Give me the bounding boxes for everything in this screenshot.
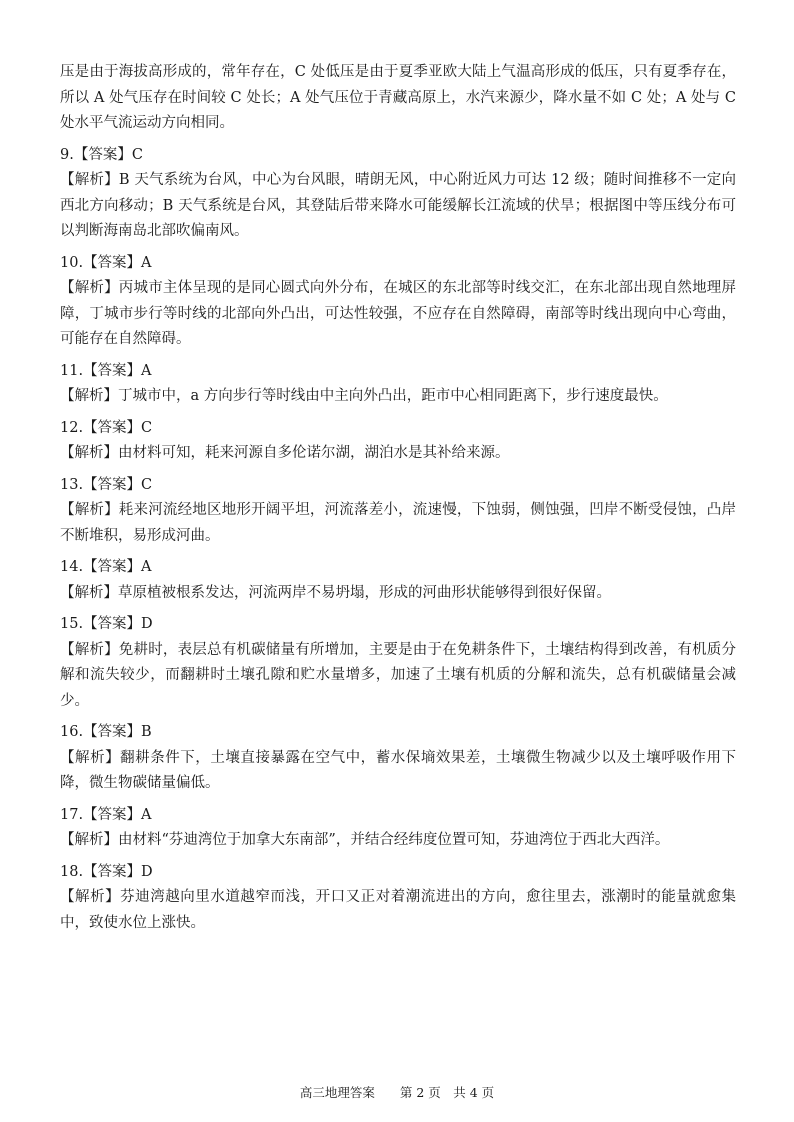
analysis-paragraph: 【解析】免耕时，表层总有机碳储量有所增加，主要是由于在免耕条件下，土壤结构得到改善，有机质分解和流失较少，而翻耕时土壤孔隙和贮水量增多，加速了土壤有机质的分解和流失，总有机碳储量会减少。	[60, 641, 736, 709]
answer-line: 14.【答案】A	[60, 559, 152, 575]
answer-item	[60, 473, 736, 550]
answer-item	[60, 359, 736, 410]
answer-item	[60, 860, 736, 937]
answer-line: 18.【答案】D	[60, 863, 153, 880]
answer-line: 16.【答案】B	[60, 724, 152, 740]
analysis-paragraph: 【解析】芬迪湾越向里水道越窄而浅，开口又正对着潮流进出的方向，愈往里去，涨潮时的能量就愈集中，致使水位上涨快。	[60, 889, 736, 931]
analysis-paragraph: 【解析】翻耕条件下，土壤直接暴露在空气中，蓄水保墒效果差，土壤微生物减少以及土壤呼吸作用下降，微生物碳储量偏低。	[60, 749, 736, 791]
answer-line: 10.【答案】A	[60, 254, 152, 271]
answer-line: 17.【答案】A	[60, 806, 152, 823]
analysis-paragraph: 【解析】耗来河流经地区地形开阔平坦，河流落差小，流速慢，下蚀弱，侧蚀强，凹岸不断受侵蚀，凸岸不断堆积，易形成河曲。	[60, 502, 736, 544]
answer-item	[60, 416, 736, 467]
answer-item	[60, 720, 736, 797]
intro-paragraph: 压是由于海拔高形成的，常年存在，C 处低压是由于夏季亚欧大陆上气温高形成的低压，只有夏季存在，所以 A 处气压存在时间较 C 处长；A 处气压位于青藏高原上，水汽来源少，降水量不如 C 处；A 处与 C 处水平气流运动方向相同。	[60, 64, 736, 131]
answer-item	[60, 803, 736, 854]
answer-item	[60, 555, 736, 606]
answer-line: 15.【答案】D	[60, 616, 153, 632]
page-footer: 高三地理答案 第 2 页 共 4 页	[299, 1085, 495, 1100]
answer-line: 11.【答案】A	[60, 362, 152, 379]
analysis-paragraph: 【解析】丁城市中，a 方向步行等时线由中主向外凸出，距市中心相同距离下，步行速度最快。	[60, 388, 668, 404]
answer-item	[60, 612, 736, 714]
analysis-paragraph: 【解析】草原植被根系发达，河流两岸不易坍塌，形成的河曲形状能够得到很好保留。	[60, 584, 611, 601]
analysis-paragraph: 【解析】由材料可知，耗来河源自多伦诺尔湖，湖泊水是其补给来源。	[60, 445, 510, 461]
answer-line: 12.【答案】C	[60, 419, 153, 436]
analysis-paragraph: 【解析】B 天气系统为台风，中心为台风眼，晴朗无风，中心附近风力可达 12 级；随时间推移不一定向西北方向移动；B 天气系统是台风，其登陆后带来降水可能缓解长江流域的伏旱；根据图中等压线分布可以判断海南岛北部吹偏南风。	[60, 172, 736, 239]
answer-item	[60, 251, 736, 353]
answer-line: 9.【答案】C	[60, 146, 143, 163]
answer-line: 13.【答案】C	[60, 476, 153, 493]
analysis-paragraph: 【解析】由材料“芬迪湾位于加拿大东南部”，并结合经纬度位置可知，芬迪湾位于西北大西洋。	[60, 832, 670, 848]
answer-content	[60, 60, 736, 942]
answer-item	[60, 143, 736, 245]
analysis-paragraph: 【解析】丙城市主体呈现的是同心圆式向外分布，在城区的东北部等时线交汇，在东北部出现自然地理屏障，丁城市步行等时线的北部向外凸出，可达性较强，不应存在自然障碍，南部等时线出现向中心弯曲，可能存在自然障碍。	[60, 280, 736, 347]
